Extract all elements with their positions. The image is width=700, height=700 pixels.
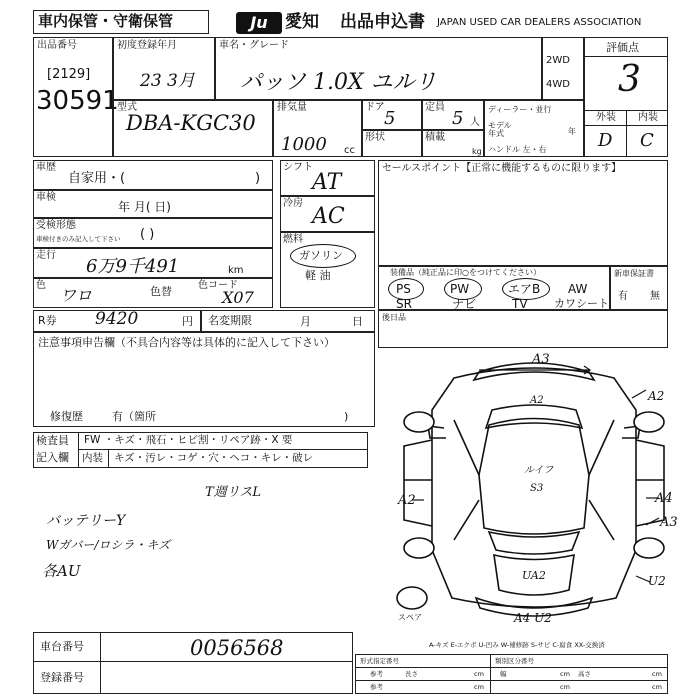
model-year-label: モデル年式 <box>488 121 512 138</box>
model-year-unit: 年 <box>568 127 576 136</box>
chassis-value: 0056568 <box>190 636 284 660</box>
mileage-unit: km <box>228 265 244 276</box>
remark-2: バッテリーY <box>46 513 126 529</box>
drive-box <box>542 37 584 100</box>
tyre-front-right <box>634 412 664 432</box>
color-value: ワロ <box>60 286 93 305</box>
footer-cm-3: cm <box>652 670 662 678</box>
doors-value: 5 <box>384 108 396 129</box>
exterior-label: 外装 <box>596 112 616 123</box>
car-name-value: パッソ 1.0X ユルリ <box>240 70 437 95</box>
ju-logo <box>236 12 282 34</box>
notes-label: 注意事項申告欄（不具合内容等は具体的に記入して下さい） <box>38 336 335 349</box>
car-cabin-outline <box>479 419 589 535</box>
equip-airbag: エアB <box>508 282 541 296</box>
rating-score: 3 <box>618 59 641 100</box>
inspection-text: 年 月( 日) <box>118 200 171 214</box>
equip-aw: AW <box>568 282 588 296</box>
mileage-label: 走行 <box>36 250 56 261</box>
inspector-row2: キズ・汚レ・コゲ・穴・ヘコ・キレ・破レ <box>114 452 314 464</box>
exterior-value: D <box>598 130 613 151</box>
mark-a2-left: A2 <box>398 493 416 508</box>
mark-a2-hood: A2 <box>530 395 544 406</box>
repair-label: 修復歴 <box>50 410 83 423</box>
after-items-label: 後日品 <box>382 313 406 322</box>
shift-value: AT <box>312 170 342 195</box>
displacement-label: 排気量 <box>277 102 307 113</box>
after-items-box <box>378 310 668 348</box>
damage-legend: A-キズ E-エクボ U-凹み W-補修跡 S-サビ C-腐食 XX-交換済 <box>429 641 605 649</box>
interior-label: 内装 <box>638 112 658 123</box>
footer-ref-2: 参考 <box>370 683 383 691</box>
lot-number: 30591 <box>36 86 119 116</box>
reception-paren: ( ) <box>140 227 155 242</box>
history-label: 車歴 <box>36 162 56 173</box>
interior-value: C <box>640 130 654 151</box>
spare-tyre <box>397 587 427 609</box>
name-change-day: 日 <box>352 315 363 328</box>
recycle-value: 9420 <box>95 309 139 329</box>
mileage-value: 6万9千491 <box>86 256 180 277</box>
footer-cm-1: cm <box>474 670 484 678</box>
equip-airbag-circle <box>502 278 550 300</box>
recycle-unit: 円 <box>182 315 193 328</box>
warranty-label: 新車保証書 <box>614 269 654 278</box>
mark-a3-top: A3 <box>532 352 550 367</box>
form-title: 出品申込書 <box>340 12 425 32</box>
tyre-rear-right <box>634 538 664 558</box>
fuel-value: ガソリン <box>299 249 343 262</box>
footer-cm-6: cm <box>652 683 662 691</box>
equip-sr: SR <box>396 297 412 311</box>
footer-length: 長さ <box>405 670 418 678</box>
footer-cm-2: cm <box>560 670 570 678</box>
equip-seat: カワシート <box>554 297 609 310</box>
mark-a4-right: A4 <box>655 491 673 506</box>
equipment-label: 装備品（純正品に印○をつけてください） <box>390 268 541 277</box>
equip-navi: ナビ <box>452 297 477 311</box>
equip-ps: PS <box>396 282 411 296</box>
inspector-label2: 記入欄 <box>36 451 69 464</box>
association-name: JAPAN USED CAR DEALERS ASSOCIATION <box>437 17 642 28</box>
storage-note: 車内保管・守衛保管 <box>38 12 174 30</box>
remark-4: 各AU <box>42 562 81 580</box>
remark-1: T週リスL <box>205 485 262 500</box>
windshield <box>486 405 582 428</box>
load-unit: kg <box>472 147 482 156</box>
model-value: DBA-KGC30 <box>126 111 256 135</box>
doors-label: ドア <box>365 102 385 113</box>
repair-close: ) <box>344 410 349 423</box>
rear-glass <box>489 532 579 554</box>
logo-text: 愛知 <box>285 12 319 32</box>
displacement-unit: cc <box>344 145 355 156</box>
remark-3: Wガバー/ロシラ・キズ <box>46 538 171 552</box>
equip-pw: PW <box>450 282 470 296</box>
displacement-value: 1000 <box>281 134 327 155</box>
warranty-no: 無 <box>650 291 660 302</box>
recycle-label: R券 <box>38 314 57 327</box>
left-side-panel <box>404 440 432 526</box>
footer-height: 高さ <box>578 670 591 678</box>
load-label: 積載 <box>425 132 445 143</box>
name-change-label: 名変期限 <box>208 314 252 327</box>
equip-pw-circle <box>444 278 482 300</box>
dealer-label: ディーラー・並行 <box>488 105 552 114</box>
mark-ua2-hatch: UA2 <box>522 569 546 582</box>
logo-mark: Ju <box>250 13 268 32</box>
shift-label: シフト <box>283 162 313 173</box>
chassis-label: 車台番号 <box>40 640 84 653</box>
mark-u2-right-rear: U2 <box>648 574 666 588</box>
model-label: 型式 <box>117 102 137 113</box>
mark-s3-roof: S3 <box>530 483 544 494</box>
lot-label: 出品番号 <box>37 40 77 51</box>
form-no-label: 形式指定番号 <box>360 657 399 665</box>
category-label: 類別区分番号 <box>495 657 534 665</box>
color-code-value: X07 <box>222 288 254 307</box>
fuel-alt: 軽 油 <box>305 269 331 282</box>
capacity-unit: 人 <box>470 117 480 128</box>
warranty-yes: 有 <box>618 291 628 302</box>
reception-label: 受検形態 <box>36 220 76 231</box>
inspector-label1: 検査員 <box>36 434 69 447</box>
registration-label: 登録番号 <box>40 671 84 684</box>
tyre-rear-left <box>404 538 434 558</box>
mark-a4-u2-bottom: A4 U2 <box>514 611 552 625</box>
footer-cm-4: cm <box>474 683 484 691</box>
equip-tv: TV <box>512 297 528 311</box>
first-reg-value: 23 3月 <box>140 71 195 91</box>
inspector-row1: FW ・キズ・飛石・ヒビ割・リペア跡・X 要 <box>84 434 293 446</box>
capacity-value: 5 <box>452 108 464 129</box>
reception-note: 車検付きのみ記入して下さい <box>36 235 121 243</box>
ac-value: AC <box>312 204 345 229</box>
first-reg-label: 初度登録年月 <box>117 40 177 51</box>
repair-value: 有（箇所 <box>112 410 156 423</box>
handle-label: ハンドル 左・右 <box>488 145 547 154</box>
footer-width: 幅 <box>500 670 507 678</box>
history-close: ) <box>255 171 261 186</box>
tyre-front-left <box>404 412 434 432</box>
footer-cm-5: cm <box>560 683 570 691</box>
color-label: 色 <box>36 280 46 291</box>
equip-ps-circle <box>388 278 424 300</box>
color-code-label: 色コード <box>198 280 238 291</box>
inspector-row2-head: 内装 <box>82 452 103 464</box>
name-change-month: 月 <box>300 315 311 328</box>
car-name-label: 車名・グレード <box>219 40 289 51</box>
lot-sub-number: [2129] <box>47 67 91 82</box>
sales-points-box <box>378 160 668 266</box>
capacity-label: 定員 <box>425 102 445 113</box>
mark-roof: ルイフ <box>524 465 554 476</box>
color-change-label: 色替 <box>150 285 172 298</box>
mark-a2-right-front: A2 <box>648 389 665 403</box>
right-side-panel <box>636 440 664 526</box>
drive-4wd: 4WD <box>546 79 570 90</box>
mark-a3-right: A3 <box>660 515 678 530</box>
footer-ref-1: 参考 <box>370 670 383 678</box>
spare-label: スペア <box>398 613 422 622</box>
ac-label: 冷房 <box>283 198 303 209</box>
drive-2wd: 2WD <box>546 55 570 66</box>
fuel-label: 燃料 <box>283 234 303 245</box>
body-type-label: 形状 <box>365 132 385 143</box>
car-damage-diagram <box>384 350 674 625</box>
sales-points-label: セールスポイント【正常に機能するものに限ります】 <box>382 163 622 174</box>
inspection-label: 車検 <box>36 192 56 203</box>
history-value: 自家用・( <box>68 171 126 186</box>
rating-label: 評価点 <box>606 41 639 54</box>
